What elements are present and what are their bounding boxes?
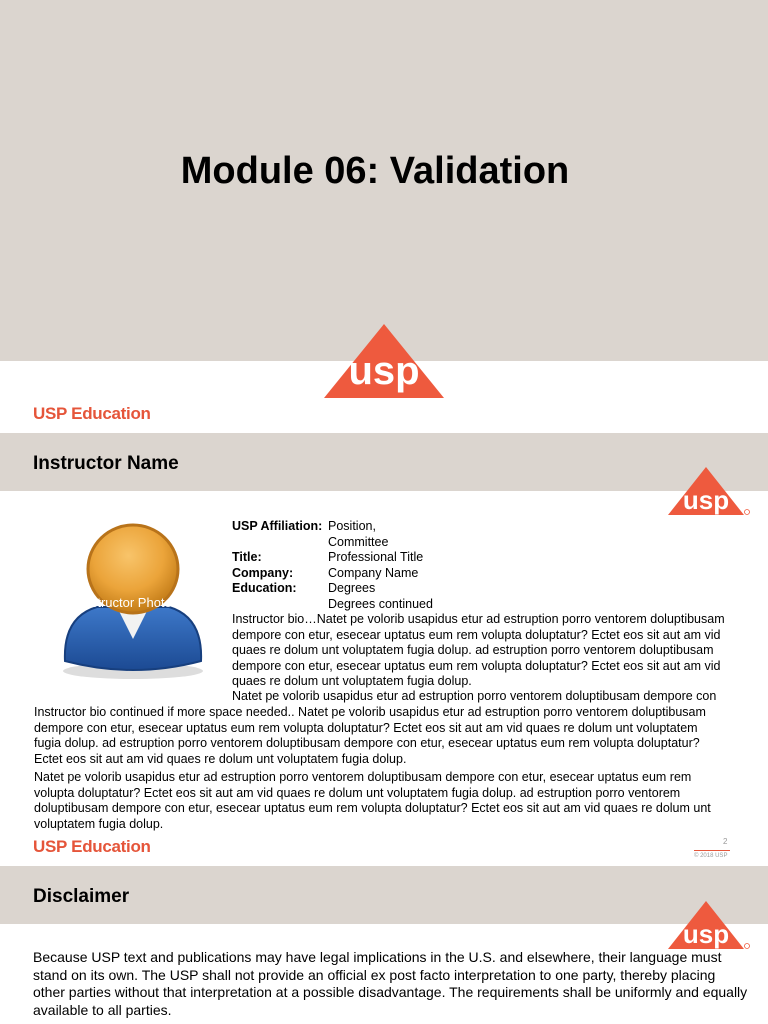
instructor-bio-line: Natet pe volorib usapidus etur ad estruption porro ventorem doluptibusam dempore con — [232, 689, 717, 703]
info-key — [232, 535, 328, 551]
footer-rule — [694, 850, 730, 851]
usp-logo — [666, 901, 752, 951]
usp-logo — [666, 467, 752, 517]
info-value: Position, — [328, 519, 376, 533]
disclaimer-text: Because USP text and publications may have legal implications in the U.S. and elsewhere, their language must stand on its own. The USP shall not provide an official ex post facto interpretation to one party, thereby placing other parties without that interpretation at a possible disadvantage. The requirements shall be uniformly and equally available to all parties. — [33, 949, 748, 1018]
info-value: Degrees continued — [328, 596, 433, 611]
slide-title: Module 06: Validation — [180, 150, 570, 192]
instructor-info — [232, 519, 433, 612]
instructor-bio-continued: Instructor bio continued if more space needed.. Natet pe volorib usapidus etur ad estruption porro ventorem doluptibusam dempore con etur, esecear uptatus eum rem volupta doluptatur? Ectet eos sit aut am vid quaes re dolum unt voluptatem fugia dolup. ad estruption porro ventorem doluptibusam dempore con etur, esecear uptatus eum rem volupta doluptatur? Ectet eos sit aut am vid quaes re dolum unt voluptatem fugia dolup. — [34, 705, 706, 766]
slide-header: Disclaimer — [33, 886, 130, 907]
page-number: 2 — [723, 837, 728, 846]
instructor-slide — [0, 433, 768, 865]
usp-logo-text: usp — [348, 349, 420, 393]
info-value: Company Name — [328, 565, 419, 580]
info-key: Company: — [232, 565, 294, 580]
instructor-bio-extra: Natet pe volorib usapidus etur ad estruption porro ventorem doluptibusam dempore con etur, esecear uptatus eum rem volupta doluptatur? Ectet eos sit aut am vid quaes re dolum unt voluptatem fugia dolup. ad estruption porro ventorem doluptibusam dempore con etur, esecear uptatus eum rem volupta doluptatur? Ectet eos sit aut am vid quaes re dolum unt voluptatem fugia dolup. — [34, 770, 711, 831]
info-row — [232, 566, 433, 582]
usp-logo-text: usp — [682, 485, 730, 515]
title-slide — [0, 0, 768, 432]
info-row — [232, 581, 433, 597]
info-key: USP Affiliation: — [232, 519, 323, 533]
copyright-text: © 2018 USP — [694, 853, 728, 859]
info-key: Title: — [232, 550, 262, 564]
usp-logo-text: usp — [682, 919, 730, 949]
info-row — [232, 550, 433, 566]
info-row — [232, 519, 433, 535]
photo-placeholder-label: Instructor Photo — [80, 595, 172, 610]
info-value: Professional Title — [328, 550, 424, 564]
instructor-bio: Instructor bio…Natet pe volorib usapidus etur ad estruption porro ventorem doluptibusam dempore con etur, esecear uptatus eum rem volupta doluptatur? Ectet eos sit aut am vid quaes re dolum unt voluptatem fugia dolup. ad estruption porro ventorem doluptibusam dempore con etur, esecear uptatus eum rem volupta doluptatur? Ectet eos sit aut am vid quaes re dolum unt voluptatem fugia dolup. — [232, 612, 725, 688]
info-value: Committee — [328, 534, 389, 549]
usp-logo — [324, 324, 444, 398]
info-key: Education: — [232, 581, 297, 595]
info-row — [232, 597, 433, 613]
info-row — [232, 535, 433, 551]
info-key — [232, 597, 328, 613]
disclaimer-slide — [0, 866, 768, 1024]
slide-header: Instructor Name — [33, 453, 179, 474]
usp-education-label: USP Education — [33, 837, 151, 856]
usp-education-label: USP Education — [33, 404, 151, 423]
info-value: Degrees — [328, 581, 376, 595]
